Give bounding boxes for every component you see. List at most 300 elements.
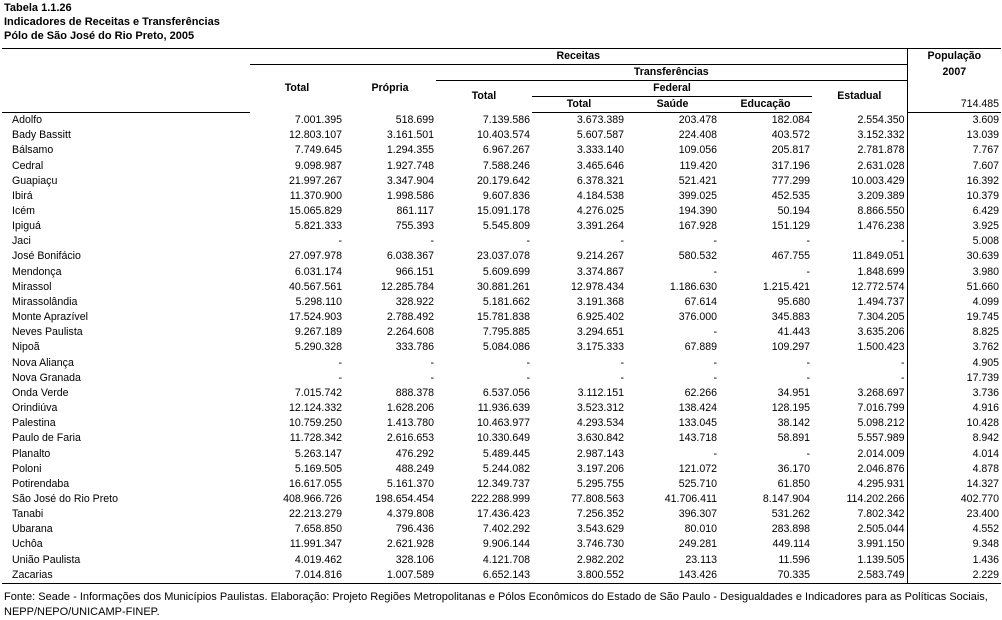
receita-propria-cell: 4.379.808: [386, 508, 434, 521]
populacao-cell: 51.660: [907, 280, 1001, 295]
municipality-name: Palestina: [12, 417, 56, 430]
transferencias-total-cell: 15.091.178: [476, 205, 530, 218]
federal-total-cell: -: [620, 235, 624, 248]
municipality-name: Paulo de Faria: [12, 432, 81, 445]
table-row: [2, 507, 1001, 522]
receita-propria-cell: 1.413.780: [386, 417, 434, 430]
transferencias-total-cell: 5.489.445: [482, 447, 530, 460]
header-blank: [2, 81, 250, 97]
table-row: [2, 189, 1001, 204]
receita-propria-cell: 2.264.608: [386, 326, 434, 339]
estadual-cell: 5.098.212: [857, 417, 905, 430]
federal-saude-cell: 80.010: [684, 523, 717, 536]
receita-propria-cell: -: [430, 371, 434, 384]
federal-saude-cell: -: [713, 265, 717, 278]
receita-propria-cell: 1.998.586: [386, 189, 434, 202]
populacao-cell: 3.609: [907, 113, 1001, 129]
federal-educacao-cell: 449.114: [772, 538, 810, 551]
federal-educacao-cell: 36.170: [777, 462, 810, 475]
receita-propria-cell: 888.378: [395, 386, 434, 399]
receita-propria-cell: 476.292: [395, 447, 434, 460]
municipality-name: Mendonça: [12, 265, 62, 278]
federal-total-cell: 5.607.587: [576, 129, 624, 142]
estadual-cell: -: [901, 371, 905, 384]
header-estadual: Estadual: [837, 90, 882, 103]
federal-educacao-cell: 58.891: [777, 432, 810, 445]
federal-educacao-cell: 777.299: [771, 174, 810, 187]
header-populacao: População: [907, 49, 1001, 65]
federal-educacao-cell: 403.572: [771, 129, 810, 142]
table-row: [2, 386, 1001, 401]
receita-propria-cell: 796.436: [395, 523, 434, 536]
federal-saude-cell: 396.307: [678, 508, 717, 521]
estadual-cell: 12.772.574: [851, 280, 905, 293]
receita-total-cell: 15.065.829: [288, 205, 342, 218]
transferencias-total-cell: 6.652.143: [436, 568, 532, 584]
populacao-cell: 3.762: [907, 340, 1001, 355]
municipality-name: Orindiúva: [12, 402, 58, 415]
header-educacao: Educação: [719, 97, 812, 113]
municipality-name: Tanabi: [12, 508, 44, 521]
federal-educacao-cell: 8.147.904: [762, 492, 810, 505]
transferencias-total-cell: 9.607.836: [482, 189, 530, 202]
federal-saude-cell: 41.706.411: [664, 492, 717, 505]
table-row: [2, 128, 1001, 143]
federal-educacao-cell: 95.680: [777, 295, 810, 308]
estadual-cell: 11.849.051: [852, 250, 905, 263]
transferencias-total-cell: 5.084.086: [482, 341, 530, 354]
table-row: [2, 234, 1001, 249]
table-row: [2, 477, 1001, 492]
municipality-name: Onda Verde: [12, 386, 69, 399]
populacao-cell: 4.099: [907, 295, 1001, 310]
transferencias-total-cell: 10.403.574: [476, 129, 530, 142]
estadual-cell: 2.583.749: [812, 568, 907, 584]
transferencias-total-cell: 7.402.292: [482, 523, 530, 536]
receita-propria-cell: 2.788.492: [386, 311, 434, 324]
estadual-cell: 3.152.332: [857, 129, 905, 142]
federal-total-cell: 77.808.563: [570, 492, 624, 505]
receita-total-cell: 12.803.107: [288, 129, 342, 142]
municipality-name: União Paulista: [12, 553, 81, 566]
federal-educacao-cell: 1.215.421: [762, 280, 810, 293]
populacao-cell: 7.607: [907, 158, 1001, 173]
estadual-cell: 1.476.238: [857, 220, 905, 233]
receita-total-cell: 5.169.505: [294, 462, 342, 475]
federal-total-cell: 6.925.402: [576, 311, 624, 324]
municipality-name: Monte Aprazível: [12, 311, 88, 324]
federal-saude-cell: 224.408: [678, 129, 717, 142]
municipality-name: São José do Rio Preto: [12, 492, 118, 505]
federal-saude-cell: 580.532: [678, 250, 717, 263]
federal-saude-cell: 249.281: [678, 538, 717, 551]
receita-propria-cell: 12.285.784: [380, 280, 434, 293]
receita-propria-cell: 2.621.928: [386, 538, 434, 551]
federal-educacao-cell: -: [806, 265, 810, 278]
municipality-name: Planalto: [12, 447, 51, 460]
populacao-cell: 5.008: [907, 234, 1001, 249]
federal-saude-cell: 376.000: [678, 311, 717, 324]
populacao-cell: 6.429: [907, 204, 1001, 219]
federal-educacao-cell: -: [806, 447, 810, 460]
transferencias-total-cell: 222.288.999: [471, 492, 530, 505]
federal-total-cell: 3.746.730: [576, 538, 624, 551]
receita-total-cell: 22.213.279: [288, 508, 342, 521]
table-row: [2, 340, 1001, 355]
federal-total-cell: 2.982.202: [576, 553, 624, 566]
populacao-cell: 17.739: [907, 371, 1001, 386]
federal-educacao-cell: 41.443: [777, 326, 810, 339]
federal-total-cell: 3.543.629: [576, 523, 624, 536]
transferencias-total-cell: 5.181.662: [482, 295, 530, 308]
estadual-cell: 3.209.389: [857, 189, 905, 202]
federal-total-cell: 3.191.368: [576, 295, 624, 308]
receita-propria-cell: 333.786: [395, 341, 434, 354]
header-transf-total: Total: [471, 90, 497, 103]
populacao-cell: 10.428: [907, 416, 1001, 431]
receita-total-cell: 17.524.903: [288, 311, 342, 324]
federal-total-cell: 3.197.206: [576, 462, 624, 475]
receita-total-cell: -: [338, 235, 342, 248]
federal-saude-cell: 67.614: [684, 295, 717, 308]
federal-saude-cell: 525.710: [678, 477, 717, 490]
table-row: [2, 416, 1001, 431]
federal-educacao-cell: 452.535: [771, 189, 810, 202]
receita-propria-cell: 6.038.367: [386, 250, 434, 263]
receita-propria-cell: 488.249: [395, 462, 434, 475]
table-row: [2, 371, 1001, 386]
populacao-cell: 14.327: [907, 477, 1001, 492]
header-populacao-year: 2007: [907, 65, 1001, 81]
populacao-cell: 8.942: [907, 431, 1001, 446]
receita-total-cell: 5.298.110: [295, 295, 342, 308]
federal-saude-cell: 143.426: [626, 568, 719, 584]
receita-propria-cell: 1.927.748: [386, 159, 434, 172]
estadual-cell: 3.991.150: [857, 538, 905, 551]
estadual-cell: 2.781.878: [857, 144, 905, 157]
receita-propria-cell: 1.007.589: [344, 568, 436, 584]
estadual-cell: 4.295.931: [857, 477, 905, 490]
table-row: [2, 492, 1001, 507]
revenue-table: [2, 48, 1001, 584]
table-row: [2, 158, 1001, 173]
municipality-name: Nova Granada: [12, 371, 81, 384]
receita-total-cell: -: [338, 371, 342, 384]
municipality-name: Adolfo: [12, 114, 43, 127]
federal-total-cell: 3.523.312: [576, 402, 624, 415]
table-row: [2, 537, 1001, 552]
table-number: Tabela 1.1.26: [4, 2, 72, 14]
receita-total-cell: 7.014.816: [250, 568, 344, 584]
municipality-name: Ipiguá: [12, 220, 41, 233]
table-titles: [4, 1, 220, 43]
transferencias-total-cell: 5.609.699: [482, 265, 530, 278]
municipality-name: Cedral: [12, 159, 44, 172]
federal-educacao-cell: 11.596: [778, 553, 810, 566]
header-transferencias: Transferências: [436, 65, 907, 81]
receita-total-cell: 40.567.561: [288, 280, 342, 293]
federal-educacao-cell: -: [806, 371, 810, 384]
header-blank: [2, 65, 250, 81]
federal-saude-cell: 23.113: [685, 553, 717, 566]
table-row: [2, 174, 1001, 189]
populacao-cell: 3.736: [907, 386, 1001, 401]
receita-propria-cell: 755.393: [395, 220, 434, 233]
federal-educacao-cell: 531.262: [771, 508, 810, 521]
receita-propria-cell: 861.117: [396, 205, 434, 218]
transferencias-total-cell: 10.330.649: [476, 432, 530, 445]
federal-total-cell: 4.276.025: [576, 205, 624, 218]
populacao-cell: 4.014: [907, 446, 1001, 461]
federal-saude-cell: 133.045: [678, 417, 717, 430]
receita-total-cell: 4.019.462: [294, 553, 342, 566]
federal-saude-cell: 167.928: [678, 220, 717, 233]
estadual-cell: 10.003.429: [851, 174, 905, 187]
transferencias-total-cell: -: [526, 371, 530, 384]
table-row: [2, 265, 1001, 280]
federal-educacao-cell: 283.898: [771, 523, 810, 536]
federal-educacao-cell: 205.817: [771, 144, 810, 157]
receita-total-cell: 10.759.250: [288, 417, 342, 430]
federal-total-cell: 5.295.755: [576, 477, 624, 490]
estadual-cell: -: [901, 235, 905, 248]
transferencias-total-cell: 12.349.737: [476, 477, 530, 490]
table-row: [2, 295, 1001, 310]
federal-educacao-cell: 70.335: [719, 568, 812, 584]
populacao-cell: 10.379: [907, 189, 1001, 204]
transferencias-total-cell: 15.781.838: [476, 311, 530, 324]
municipality-name: Jaci: [12, 235, 31, 248]
federal-saude-cell: 138.424: [678, 402, 717, 415]
transferencias-total-cell: 6.967.267: [482, 144, 530, 157]
header-blank: [2, 49, 250, 65]
receita-total-cell: 7.658.850: [294, 523, 342, 536]
receita-total-cell: 5.290.328: [294, 341, 342, 354]
header-total: Total: [284, 82, 310, 95]
federal-saude-cell: 399.025: [678, 189, 717, 202]
populacao-cell: 30.639: [907, 249, 1001, 264]
federal-total-cell: 3.391.264: [576, 220, 624, 233]
receita-total-cell: 11.991.347: [289, 538, 342, 551]
federal-total-cell: 3.294.651: [576, 326, 624, 339]
populacao-cell: 402.770: [907, 492, 1001, 507]
table-row: [2, 249, 1001, 264]
federal-saude-cell: -: [713, 235, 717, 248]
transferencias-total-cell: 20.179.642: [476, 174, 530, 187]
transferencias-total-cell: 7.139.586: [482, 113, 530, 126]
receita-total-cell: 6.031.174: [294, 265, 342, 278]
receita-total-cell: -: [338, 356, 342, 369]
transferencias-total-cell: 4.121.708: [482, 553, 530, 566]
municipality-name: Bady Bassitt: [12, 129, 71, 142]
federal-total-cell: 3.112.151: [577, 386, 624, 399]
table-row: [2, 401, 1001, 416]
estadual-cell: 3.635.206: [857, 326, 905, 339]
transferencias-total-cell: 11.936.639: [477, 402, 530, 415]
federal-educacao-cell: -: [806, 235, 810, 248]
federal-saude-cell: 143.718: [678, 432, 717, 445]
populacao-cell: 7.767: [907, 143, 1001, 158]
federal-total-cell: -: [620, 356, 624, 369]
federal-saude-cell: 67.889: [684, 341, 717, 354]
federal-saude-cell: -: [713, 447, 717, 460]
header-blank: [907, 81, 1001, 97]
estadual-cell: 5.557.989: [857, 432, 905, 445]
receita-propria-cell: 2.616.653: [386, 432, 434, 445]
table-row: [2, 446, 1001, 461]
receita-total-cell: 7.749.645: [294, 144, 342, 157]
receita-propria-cell: -: [430, 235, 434, 248]
federal-educacao-cell: 345.883: [771, 311, 810, 324]
receita-propria-cell: 198.654.454: [375, 492, 434, 505]
municipality-name: Mirassolândia: [12, 295, 78, 308]
municipality-name: Zacarias: [2, 568, 250, 584]
federal-total-cell: 4.184.538: [576, 189, 624, 202]
populacao-cell: 13.039: [907, 128, 1001, 143]
table-body: [2, 113, 1001, 584]
federal-educacao-cell: 128.195: [771, 402, 810, 415]
federal-total-cell: 9.214.267: [576, 250, 624, 263]
populacao-cell: 1.436: [907, 553, 1001, 568]
populacao-cell: 23.400: [907, 507, 1001, 522]
federal-total-cell: 3.673.389: [576, 114, 624, 127]
header-saude: Saúde: [626, 97, 719, 113]
municipality-name: Bálsamo: [12, 144, 54, 157]
table-row: [2, 113, 1001, 129]
transferencias-total-cell: 23.037.078: [476, 250, 530, 263]
estadual-cell: 7.802.342: [857, 508, 905, 521]
receita-total-cell: 11.728.342: [289, 432, 342, 445]
municipality-name: Mirassol: [12, 280, 52, 293]
receita-propria-cell: 966.151: [395, 265, 434, 278]
federal-total-cell: -: [620, 371, 624, 384]
estadual-cell: 1.139.505: [857, 553, 905, 566]
header-propria: Própria: [371, 82, 409, 95]
populacao-cell: 8.825: [907, 325, 1001, 340]
estadual-cell: 8.866.550: [857, 205, 905, 218]
federal-total-cell: 7.256.352: [576, 508, 624, 521]
municipality-name: Ubarana: [12, 523, 53, 536]
header-federal: Federal: [532, 81, 812, 97]
federal-total-cell: 3.374.867: [576, 265, 624, 278]
federal-saude-cell: 121.072: [678, 462, 717, 475]
populacao-cell: 16.392: [907, 174, 1001, 189]
federal-saude-cell: 521.421: [678, 174, 717, 187]
receita-total-cell: 408.966.726: [283, 492, 342, 505]
estadual-cell: 2.046.876: [857, 462, 905, 475]
municipality-name: Neves Paulista: [12, 326, 83, 339]
receita-propria-cell: 1.294.355: [386, 144, 434, 157]
populacao-cell: 3.925: [907, 219, 1001, 234]
receita-total-cell: 5.263.147: [294, 447, 342, 460]
federal-educacao-cell: 317.196: [771, 159, 810, 172]
federal-saude-cell: 62.266: [684, 386, 717, 399]
estadual-cell: 2.014.009: [857, 447, 905, 460]
federal-saude-cell: 119.420: [679, 159, 717, 172]
municipality-name: Icém: [12, 205, 35, 218]
federal-total-cell: 2.987.143: [576, 447, 624, 460]
receita-propria-cell: 3.161.501: [386, 129, 434, 142]
receita-total-cell: 9.267.189: [294, 326, 342, 339]
transferencias-total-cell: -: [526, 235, 530, 248]
populacao-cell: 4.905: [907, 356, 1001, 371]
table-row: [2, 204, 1001, 219]
federal-saude-cell: -: [713, 326, 717, 339]
federal-saude-cell: -: [713, 371, 717, 384]
source-footnote: Fonte: Seade - Informações dos Municípios Paulistas. Elaboração: Projeto Regiões Metropolitanas e Pólos Econômicos do Estado de São Paulo - Desigualdades e Indicadores para as Políticas Sociais, NEPP/NEPO/UNICAMP-FINEP.: [4, 591, 988, 618]
table-row: [2, 568, 1001, 584]
table-subtitle: Pólo de São José do Rio Preto, 2005: [4, 30, 195, 42]
receita-propria-cell: 5.161.370: [386, 477, 434, 490]
estadual-cell: 1.494.737: [857, 295, 905, 308]
municipality-name: José Bonifácio: [12, 250, 81, 263]
table-row: [2, 310, 1001, 325]
transferencias-total-cell: 5.545.809: [482, 220, 530, 233]
table-row: [2, 522, 1001, 537]
table-row: [2, 143, 1001, 158]
federal-educacao-cell: -: [806, 356, 810, 369]
federal-total-cell: 3.630.842: [576, 432, 624, 445]
estadual-cell: 114.202.266: [846, 492, 905, 505]
table-row: [2, 462, 1001, 477]
municipality-name: Potirendaba: [12, 477, 70, 490]
receita-propria-cell: 328.106: [395, 553, 434, 566]
municipality-name: Nipoã: [12, 341, 40, 354]
populacao-cell: 4.878: [907, 462, 1001, 477]
table-row: [2, 431, 1001, 446]
table-row: [2, 325, 1001, 340]
receita-total-cell: 7.015.742: [294, 386, 342, 399]
header-receitas: Receitas: [250, 49, 907, 65]
receita-propria-cell: 328.922: [395, 295, 434, 308]
municipality-name: Uchôa: [12, 538, 43, 551]
federal-total-cell: 3.465.646: [576, 159, 624, 172]
federal-educacao-cell: 182.084: [771, 114, 810, 127]
table-title: Indicadores de Receitas e Transferências: [4, 16, 220, 28]
receita-total-cell: 16.617.055: [288, 477, 342, 490]
receita-propria-cell: -: [430, 356, 434, 369]
federal-total-cell: 3.175.333: [576, 341, 624, 354]
population-total: 714.485: [907, 97, 1001, 113]
federal-saude-cell: 203.478: [678, 114, 717, 127]
populacao-cell: 4.916: [907, 401, 1001, 416]
receita-total-cell: 27.097.978: [288, 250, 342, 263]
federal-saude-cell: 1.186.630: [669, 280, 717, 293]
federal-educacao-cell: 61.850: [777, 477, 810, 490]
transferencias-total-cell: 5.244.082: [482, 462, 530, 475]
transferencias-total-cell: 9.906.144: [482, 538, 530, 551]
transferencias-total-cell: 30.881.261: [476, 280, 530, 293]
federal-total-cell: 3.333.140: [576, 144, 624, 157]
populacao-cell: 2.229: [907, 568, 1001, 584]
transferencias-total-cell: 17.436.423: [476, 508, 530, 521]
populacao-cell: 3.980: [907, 265, 1001, 280]
table-row: [2, 219, 1001, 234]
header-federal-total: Total: [532, 97, 626, 113]
federal-educacao-cell: 34.951: [777, 386, 810, 399]
receita-total-cell: 5.821.333: [294, 220, 342, 233]
transferencias-total-cell: 7.795.885: [482, 326, 530, 339]
transferencias-total-cell: 6.537.056: [482, 386, 530, 399]
federal-educacao-cell: 109.297: [771, 341, 810, 354]
estadual-cell: 2.554.350: [857, 113, 905, 126]
federal-total-cell: 12.978.434: [570, 280, 624, 293]
federal-educacao-cell: 467.755: [771, 250, 810, 263]
federal-educacao-cell: 50.194: [777, 205, 810, 218]
table-row: [2, 280, 1001, 295]
transferencias-total-cell: 7.588.246: [482, 159, 530, 172]
populacao-cell: 9.348: [907, 537, 1001, 552]
